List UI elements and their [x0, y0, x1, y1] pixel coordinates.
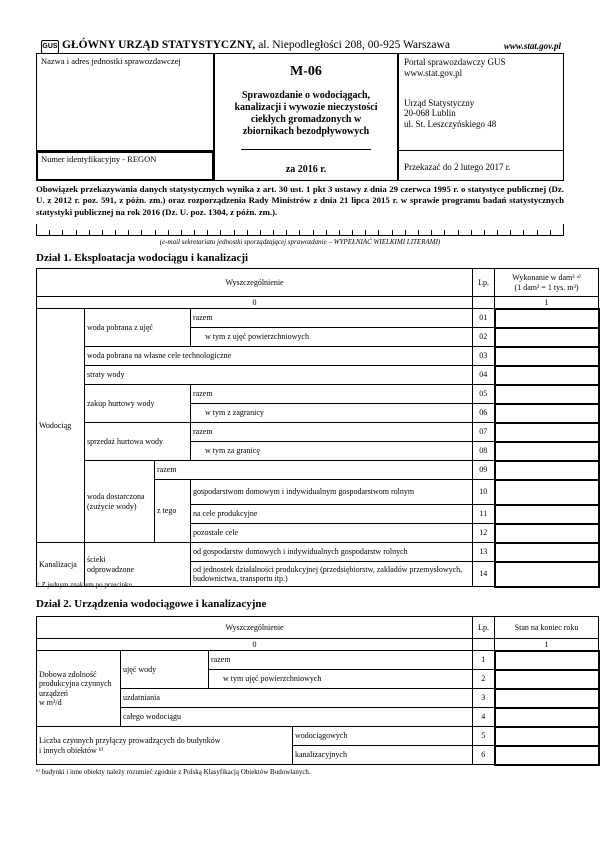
row-label: uzdatniania [121, 689, 473, 708]
section2-footnote: ᵇ⁾ budynki i inne obiekty należy rozumieć zgodnie z Polską Klasyfikacją Obiektów Budowlanych. [36, 768, 311, 776]
col-index-0: 0 [37, 297, 473, 309]
row-label-capacity [37, 651, 121, 727]
row-lp: 05 [473, 385, 495, 404]
email-char-cell [300, 230, 313, 235]
email-char-cell [221, 230, 234, 235]
email-char-cell [551, 230, 563, 235]
row-lp: 3 [473, 689, 495, 708]
row-label: razem [191, 423, 473, 442]
row-label: razem [191, 385, 473, 404]
email-char-cell [103, 230, 116, 235]
group-water: Wodociąg [37, 309, 85, 543]
col-index-1: 1 [495, 639, 599, 651]
report-period: za 2016 r. [285, 164, 327, 175]
email-field[interactable] [36, 224, 564, 236]
email-char-cell [511, 230, 524, 235]
email-char-cell [379, 230, 392, 235]
submission-info-box [398, 53, 564, 181]
sewage-b: odprowadzone [87, 564, 135, 574]
email-char-cell [169, 230, 182, 235]
portal-label: Portal sprawozdawczy GUS [404, 57, 506, 67]
section2-table [36, 616, 600, 766]
row-label: wodociągowych [293, 727, 473, 746]
email-char-cell [498, 230, 511, 235]
email-char-cell [77, 230, 90, 235]
email-char-cell [445, 230, 458, 235]
email-char-cell [156, 230, 169, 235]
capacity-b: w m³/d [39, 697, 62, 707]
row-lp: 4 [473, 708, 495, 727]
row-label: razem [155, 461, 473, 480]
email-char-cell [182, 230, 195, 235]
section1-table [36, 268, 600, 588]
col-header-desc: Wyszczególnienie [37, 617, 473, 639]
name-address-label: Nazwa i adres jednostki sprawozdawczej [41, 56, 181, 66]
row-label-intakes: ujęć wody [121, 651, 209, 689]
email-char-cell [287, 230, 300, 235]
section1-title: Dział 1. Eksploatacja wodociągu i kanalizacji [36, 252, 249, 264]
value-cell-09[interactable] [495, 461, 599, 480]
sewage-a: ścieki [87, 555, 106, 565]
row-label: na cele produkcyjne [191, 505, 473, 524]
regon-box[interactable] [36, 151, 214, 181]
col-header-lp: Lp. [473, 617, 495, 639]
header-website: www.stat.gov.pl [503, 41, 561, 51]
col-header-desc: Wyszczególnienie [37, 269, 473, 297]
value-cell-05[interactable] [495, 385, 599, 404]
value-cell-12[interactable] [495, 524, 599, 543]
row-lp: 02 [473, 328, 495, 347]
email-hint: (e-mail sekretariatu jednostki sporządzającej sprawozdanie – WYPEŁNIAĆ WIELKIMI LITERAMI) [159, 238, 441, 246]
gus-logo: GUS [41, 40, 59, 54]
office-street: ul. St. Leszczyńskiego 48 [404, 119, 497, 130]
col-header-value [495, 269, 599, 297]
value-cell-5[interactable] [495, 727, 599, 746]
row-lp: 01 [473, 309, 495, 328]
email-char-cell [432, 230, 445, 235]
row-label: kanalizacyjnych [293, 746, 473, 765]
row-lp: 13 [473, 543, 495, 562]
email-char-cell [142, 230, 155, 235]
email-char-cell [538, 230, 551, 235]
row-lp: 11 [473, 505, 495, 524]
connections-a: Liczba czynnych przyłączy prowadzących do budynków [39, 736, 221, 746]
value-cell-14[interactable] [495, 562, 599, 587]
email-char-cell [472, 230, 485, 235]
row-label: od gospodarstw domowych i indywidualnych gospodarstw rolnych [191, 543, 473, 562]
value-cell-03[interactable] [495, 347, 599, 366]
row-label: razem [191, 309, 473, 328]
section1-footnote: ᵃ⁾ Z jednym znakiem po przecinku. [36, 581, 134, 589]
value-cell-04[interactable] [495, 366, 599, 385]
email-char-cell [37, 230, 50, 235]
row-label-water-taken: woda pobrana z ujęć [85, 309, 191, 347]
deadline-divider [399, 150, 563, 151]
form-title: Sprawozdanie o wodociągach, kanalizacji i wywozie nieczystości ciekłych gromadzonych w zbiornikach bezodpływowych [234, 90, 378, 137]
header-title [62, 39, 450, 51]
row-label: w tym za granicę [191, 442, 473, 461]
capacity-a: Dobowa zdolność produkcyjna czynnych urządzeń [39, 670, 112, 698]
deadline: Przekazać do 2 lutego 2017 r. [404, 162, 511, 172]
row-label: w tym ujęć powierzchniowych [209, 670, 473, 689]
office-city: 20-068 Lublin [404, 108, 456, 119]
row-label: woda pobrana na własne cele technologiczne [85, 347, 473, 366]
row-label-wholesale-buy: zakup hurtowy wody [85, 385, 191, 423]
portal-url[interactable]: www.stat.gov.pl [404, 67, 463, 78]
email-char-cell [261, 230, 274, 235]
col-index-lp [473, 297, 495, 309]
section2-title: Dział 2. Urządzenia wodociągowe i kanalizacyjne [36, 598, 267, 610]
institution-name: GŁÓWNY URZĄD STATYSTYCZNY, [62, 39, 256, 51]
email-char-cell [274, 230, 287, 235]
water-supplied-b: (zużycie wody) [87, 501, 137, 511]
value-cell-13[interactable] [495, 543, 599, 562]
email-char-cell [327, 230, 340, 235]
row-lp: 1 [473, 651, 495, 670]
col-header-value-a: Wykonanie w dam³ ᵃ⁾ [512, 273, 581, 283]
email-char-cell [353, 230, 366, 235]
row-label: pozostałe cele [191, 524, 473, 543]
row-lp: 04 [473, 366, 495, 385]
col-index-lp [473, 639, 495, 651]
value-cell-02[interactable] [495, 328, 599, 347]
email-char-cell [195, 230, 208, 235]
value-cell-07[interactable] [495, 423, 599, 442]
email-char-cell [419, 230, 432, 235]
row-label: straty wody [85, 366, 473, 385]
row-lp: 07 [473, 423, 495, 442]
row-label-water-supplied [85, 461, 155, 543]
col-index-1: 1 [495, 297, 599, 309]
email-char-cell [116, 230, 129, 235]
col-header-value-b: (1 dam³ = 1 tys. m³) [514, 282, 579, 292]
email-char-cell [340, 230, 353, 235]
institution-address: al. Niepodległości 208, 00-925 Warszawa [255, 39, 450, 51]
regon-label: Numer identyfikacyjny - REGON [41, 154, 157, 164]
value-cell-10[interactable] [495, 480, 599, 505]
value-cell-6[interactable] [495, 746, 599, 765]
row-label: razem [209, 651, 473, 670]
email-char-cell [235, 230, 248, 235]
email-char-cell [524, 230, 537, 235]
row-lp: 12 [473, 524, 495, 543]
col-header-value: Stan na koniec roku [495, 617, 599, 639]
value-cell-3[interactable] [495, 689, 599, 708]
col-header-lp: Lp. [473, 269, 495, 297]
value-cell-06[interactable] [495, 404, 599, 423]
row-label: gospodarstwom domowym i indywidualnym gospodarstwom rolnym [191, 480, 473, 505]
email-char-cell [393, 230, 406, 235]
water-supplied-a: woda dostarczona [87, 492, 145, 502]
row-lp: 03 [473, 347, 495, 366]
row-label-wholesale-sell: sprzedaż hurtowa wody [85, 423, 191, 461]
row-label-of-which: z tego [155, 480, 191, 543]
row-label-connections [37, 727, 293, 765]
group-sewer: Kanalizacja [37, 543, 85, 587]
form-title-box [214, 53, 398, 181]
col-index-0: 0 [37, 639, 473, 651]
row-label: całego wodociągu [121, 708, 473, 727]
value-cell-2[interactable] [495, 670, 599, 689]
row-label-sewage [85, 543, 191, 587]
email-char-cell [248, 230, 261, 235]
email-char-cell [406, 230, 419, 235]
value-cell-11[interactable] [495, 505, 599, 524]
row-lp: 10 [473, 480, 495, 505]
value-cell-01[interactable] [495, 309, 599, 328]
email-char-cell [485, 230, 498, 235]
email-char-cell [90, 230, 103, 235]
email-char-cell [50, 230, 63, 235]
office-name: Urząd Statystyczny [404, 97, 475, 108]
email-char-cell [314, 230, 327, 235]
legal-basis: Obowiązek przekazywania danych statystycznych wynika z art. 30 ust. 1 pkt 3 ustawy z dnia 29 czerwca 1995 r. o statystyce publicznej (Dz. U. z 2012 r. poz. 591, z późn. zm.) oraz rozporządzenia Rady Ministrów z dnia 21 lipca 2015 r. w sprawie programu badań statystycznych statystyki publicznej na rok 2016 (Dz. U. poz. 1304, z późn. zm.). [36, 184, 564, 217]
row-lp: 5 [473, 727, 495, 746]
value-cell-1[interactable] [495, 651, 599, 670]
title-divider [241, 149, 371, 150]
row-lp: 06 [473, 404, 495, 423]
row-lp: 09 [473, 461, 495, 480]
row-label: od jednostek działalności produkcyjnej (przedsiębiorstw, zakładów przemysłowych, budownictwa, transportu itp.) [191, 562, 473, 587]
email-char-cell [129, 230, 142, 235]
connections-b: i innych obiektów ᵇ⁾ [39, 745, 104, 755]
name-address-box[interactable] [36, 53, 214, 151]
email-char-cell [208, 230, 221, 235]
row-lp: 2 [473, 670, 495, 689]
row-label: w tym z zagranicy [191, 404, 473, 423]
value-cell-4[interactable] [495, 708, 599, 727]
row-lp: 14 [473, 562, 495, 587]
value-cell-08[interactable] [495, 442, 599, 461]
row-label: w tym z ujęć powierzchniowych [191, 328, 473, 347]
email-char-cell [459, 230, 472, 235]
row-lp: 6 [473, 746, 495, 765]
email-char-cell [63, 230, 76, 235]
form-code: M-06 [290, 64, 322, 79]
row-lp: 08 [473, 442, 495, 461]
email-char-cell [366, 230, 379, 235]
